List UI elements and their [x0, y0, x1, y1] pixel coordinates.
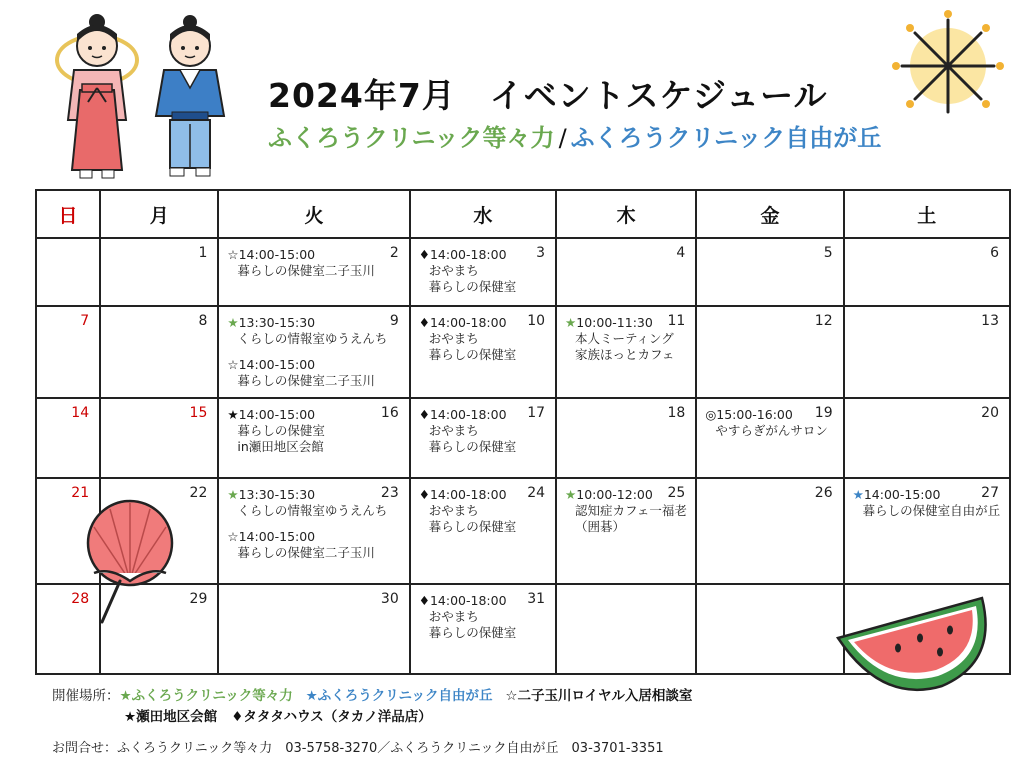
event-detail: おやまち — [428, 423, 479, 438]
event-detail: 暮らしの保健室 — [428, 519, 517, 534]
day-number: 22 — [189, 485, 208, 501]
calendar-day-cell — [410, 306, 556, 398]
event-time — [419, 487, 525, 503]
event-marker-icon: ★ — [565, 315, 577, 330]
day-number: 17 — [527, 405, 546, 421]
calendar-day-cell — [696, 584, 843, 674]
event-marker-icon: ◎ — [705, 407, 717, 422]
event-detail: 暮らしの保健室 — [237, 423, 325, 438]
event-detail: 暮らしの保健室二子玉川 — [237, 373, 375, 388]
event-time — [227, 315, 378, 331]
venue-legend — [52, 684, 692, 704]
day-number: 12 — [814, 313, 833, 329]
event-marker-icon: ♦ — [418, 407, 430, 422]
event-time — [565, 315, 665, 331]
event-detail: in瀬田地区会館 — [237, 439, 324, 454]
venue-todoroki: ★ふくろうクリニック等々力 — [119, 688, 293, 704]
calendar-day-cell — [218, 584, 409, 674]
weekday-sat: 土 — [844, 190, 1010, 238]
weekday-wed: 水 — [410, 190, 556, 238]
event-time-text: 14:00-15:00 — [238, 407, 316, 422]
calendar-day-cell — [844, 306, 1010, 398]
event-time — [227, 487, 378, 503]
tanabata-girl-icon — [52, 10, 142, 182]
event-detail: 暮らしの保健室二子玉川 — [237, 545, 375, 560]
event-marker-icon: ☆ — [227, 357, 239, 372]
venue-futako-royal: ☆二子玉川ロイヤル入居相談室 — [505, 688, 693, 704]
day-number: 7 — [80, 313, 90, 329]
event-time — [419, 315, 525, 331]
calendar-day-cell — [218, 306, 409, 398]
day-number: 21 — [71, 485, 90, 501]
day-events — [565, 315, 675, 363]
calendar-day-cell — [556, 306, 696, 398]
page-subtitle — [268, 118, 881, 153]
day-number: 14 — [71, 405, 90, 421]
calendar-day-cell — [696, 478, 843, 584]
calendar-week-row — [36, 478, 1010, 584]
event-detail: くらしの情報室ゆうえんち — [237, 503, 388, 518]
calendar-day-cell — [218, 478, 409, 584]
calendar-day-cell — [100, 306, 218, 398]
day-number: 24 — [527, 485, 546, 501]
day-events — [419, 487, 525, 535]
venue-label: 開催場所： — [52, 688, 120, 704]
calendar-day-cell — [696, 398, 843, 478]
calendar-day-cell — [410, 478, 556, 584]
calendar-week-row — [36, 306, 1010, 398]
day-number: 18 — [667, 405, 686, 421]
venue-legend-line2 — [124, 705, 432, 725]
subtitle-separator: / — [558, 124, 567, 152]
day-number: 11 — [667, 313, 686, 329]
event-detail: くらしの情報室ゆうえんち — [237, 331, 388, 346]
calendar-week-row — [36, 238, 1010, 306]
calendar-day-cell — [100, 238, 218, 306]
day-number: 25 — [667, 485, 686, 501]
event-detail: 暮らしの保健室 — [428, 279, 517, 294]
day-number: 6 — [990, 245, 999, 261]
event-marker-icon: ★ — [852, 487, 864, 502]
event-time — [227, 529, 378, 545]
day-number: 29 — [189, 591, 208, 607]
calendar-day-cell — [36, 238, 100, 306]
day-events — [227, 315, 388, 389]
event-detail: おやまち — [428, 503, 479, 518]
weekday-tue: 火 — [218, 190, 409, 238]
event-time-text: 15:00-16:00 — [716, 407, 793, 422]
day-number: 9 — [389, 313, 399, 329]
event-time — [419, 247, 525, 263]
firework-icon — [888, 8, 1008, 126]
event-detail: 暮らしの保健室二子玉川 — [237, 263, 375, 278]
day-number: 30 — [380, 591, 399, 607]
event-time-text: 14:00-15:00 — [238, 357, 316, 372]
venue-seta-hall: ★瀬田地区会館 — [124, 709, 218, 725]
day-number: 1 — [198, 245, 208, 261]
day-number: 20 — [981, 405, 999, 421]
page-title: 2024年7月 イベントスケジュール — [268, 76, 828, 115]
day-events — [227, 487, 388, 561]
day-events — [419, 407, 525, 455]
event-detail: おやまち — [428, 263, 479, 278]
day-number: 8 — [198, 313, 208, 329]
day-events — [419, 247, 525, 295]
calendar-day-cell — [556, 238, 696, 306]
event-marker-icon: ♦ — [418, 593, 430, 608]
event-marker-icon: ★ — [227, 407, 239, 422]
calendar-day-cell — [556, 398, 696, 478]
subtitle-clinic-todoroki: ふくろうクリニック等々力 — [268, 124, 555, 152]
day-number: 31 — [527, 591, 546, 607]
event-detail: 暮らしの保健室 — [428, 439, 517, 454]
event-time-text: 14:00-15:00 — [238, 247, 316, 262]
event-detail: おやまち — [428, 331, 479, 346]
event-detail: 認知症カフェ一福老 — [575, 503, 687, 518]
event-marker-icon: ★ — [227, 315, 239, 330]
day-events — [227, 407, 378, 455]
day-number: 23 — [380, 485, 399, 501]
calendar-day-cell — [844, 238, 1010, 306]
calendar-day-cell — [36, 398, 100, 478]
event-time-text: 14:00-18:00 — [429, 593, 507, 608]
event-time-text: 14:00-18:00 — [429, 407, 507, 422]
event-time-text: 10:00-12:00 — [576, 487, 653, 502]
event-time-text: 14:00-15:00 — [863, 487, 941, 502]
day-number: 3 — [536, 245, 546, 261]
uchiwa-fan-icon — [80, 497, 180, 627]
day-number: 27 — [981, 485, 999, 501]
calendar-day-cell — [410, 398, 556, 478]
calendar-day-cell — [410, 238, 556, 306]
event-detail: 本人ミーティング — [575, 331, 674, 346]
day-events — [419, 593, 525, 641]
event-time-text: 13:30-15:30 — [238, 487, 316, 502]
calendar-week-row — [36, 398, 1010, 478]
event-time — [227, 407, 378, 423]
event-marker-icon: ♦ — [418, 315, 430, 330]
weekday-sun: 日 — [36, 190, 100, 238]
event-marker-icon: ★ — [565, 487, 577, 502]
event-time — [227, 357, 378, 373]
day-number: 10 — [527, 313, 546, 329]
calendar-day-cell — [218, 238, 409, 306]
event-detail: （囲碁） — [575, 519, 626, 534]
calendar-day-cell — [218, 398, 409, 478]
event-marker-icon: ♦ — [418, 247, 430, 262]
weekday-fri: 金 — [696, 190, 843, 238]
day-number: 28 — [71, 591, 90, 607]
event-detail: 暮らしの保健室自由が丘 — [862, 503, 1001, 518]
day-number: 16 — [380, 405, 399, 421]
venue-tatata-house: ♦タタタハウス（タカノ洋品店） — [231, 709, 432, 725]
event-marker-icon: ☆ — [227, 247, 239, 262]
calendar-day-cell — [36, 306, 100, 398]
event-time — [705, 407, 812, 423]
day-number: 15 — [189, 405, 208, 421]
calendar-day-cell — [696, 238, 843, 306]
day-number: 2 — [389, 245, 399, 261]
calendar-day-cell — [556, 584, 696, 674]
venue-jiyugaoka: ★ふくろうクリニック自由が丘 — [305, 688, 493, 704]
event-marker-icon: ♦ — [418, 487, 430, 502]
day-number: 4 — [676, 245, 686, 261]
event-time — [853, 487, 979, 503]
weekday-mon: 月 — [100, 190, 218, 238]
event-time-text: 14:00-18:00 — [429, 487, 507, 502]
event-time — [419, 593, 525, 609]
calendar-day-cell — [100, 398, 218, 478]
weekday-thu: 木 — [556, 190, 696, 238]
event-time-text: 14:00-18:00 — [429, 247, 507, 262]
day-number: 26 — [814, 485, 833, 501]
tanabata-boy-icon — [146, 12, 234, 182]
event-marker-icon: ☆ — [227, 529, 239, 544]
event-detail: 暮らしの保健室 — [428, 625, 517, 640]
event-detail: 暮らしの保健室 — [428, 347, 517, 362]
event-time-text: 13:30-15:30 — [238, 315, 316, 330]
event-spacer — [227, 519, 378, 529]
day-number: 13 — [981, 313, 999, 329]
event-time — [565, 487, 665, 503]
calendar-day-cell — [410, 584, 556, 674]
calendar-day-cell — [556, 478, 696, 584]
day-events — [419, 315, 525, 363]
event-detail: おやまち — [428, 609, 479, 624]
calendar-day-cell — [844, 398, 1010, 478]
calendar-day-cell — [844, 478, 1010, 584]
event-time — [419, 407, 525, 423]
calendar-day-cell — [696, 306, 843, 398]
contact-info: お問合せ：ふくろうクリニック等々力 03-5758-3270／ふくろうクリニック自由が丘 03-3701-3351 — [52, 741, 664, 756]
day-number: 19 — [814, 405, 833, 421]
watermelon-icon — [832, 592, 994, 696]
event-detail: 家族ほっとカフェ — [575, 347, 675, 362]
event-marker-icon: ★ — [227, 487, 239, 502]
event-time-text: 14:00-15:00 — [238, 529, 316, 544]
event-time — [227, 247, 378, 263]
day-number: 5 — [823, 245, 833, 261]
day-events — [227, 247, 378, 279]
event-time-text: 14:00-18:00 — [429, 315, 507, 330]
event-spacer — [227, 347, 378, 357]
weekday-header-row — [36, 190, 1010, 238]
subtitle-clinic-jiyugaoka: ふくろうクリニック自由が丘 — [570, 124, 882, 152]
event-time-text: 10:00-11:30 — [576, 315, 653, 330]
event-detail: やすらぎがんサロン — [715, 423, 828, 438]
